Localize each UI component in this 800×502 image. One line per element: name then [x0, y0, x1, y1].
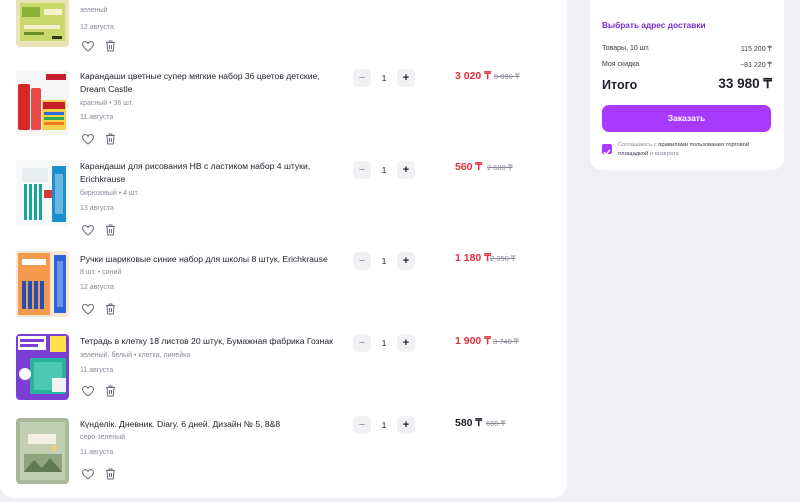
quantity-stepper	[353, 334, 415, 352]
current-price: 560 ₸	[455, 161, 483, 173]
place-order-button[interactable]: Заказать	[602, 105, 771, 132]
heart-icon	[82, 469, 94, 480]
total-row	[602, 76, 772, 94]
cart-item	[0, 418, 567, 502]
favorite-button[interactable]	[81, 132, 95, 146]
product-attributes: зеленый	[80, 7, 108, 14]
agree-prefix: Соглашаюсь с	[618, 142, 657, 148]
total-value: 33 980 ₸	[718, 76, 772, 91]
product-attributes: серо-зеленый	[80, 434, 126, 441]
product-image[interactable]	[16, 251, 69, 317]
quantity-value[interactable]: 1	[381, 338, 387, 348]
cart-item	[0, 160, 567, 246]
delivery-date: 11 августа	[80, 449, 114, 456]
terms-link[interactable]: правилами пользования торговой площадкой	[618, 142, 750, 157]
quantity-value[interactable]: 1	[381, 73, 387, 83]
goods-value: 115 200 ₸	[740, 46, 772, 53]
cart-item	[0, 251, 567, 337]
old-price: 3 740 ₸	[493, 337, 519, 346]
heart-icon	[82, 134, 94, 145]
heart-icon	[82, 304, 94, 315]
delivery-date: 12 августа	[80, 284, 114, 291]
discount-label: Моя скидка	[602, 61, 640, 68]
current-price: 580 ₸	[455, 417, 483, 429]
quantity-value[interactable]: 1	[381, 165, 387, 175]
agree-checkbox[interactable]	[602, 144, 612, 154]
delivery-date: 13 августа	[80, 205, 114, 212]
product-title[interactable]: Ручки шариковые синие набор для школы 8 штук, Erichkrause	[80, 254, 328, 264]
product-image[interactable]	[16, 0, 69, 47]
quantity-stepper	[353, 416, 415, 434]
total-label: Итого	[602, 78, 638, 92]
favorite-button[interactable]	[81, 302, 95, 316]
increase-quantity-button[interactable]: +	[397, 69, 415, 87]
product-image[interactable]	[16, 160, 69, 226]
favorite-button[interactable]	[81, 384, 95, 398]
diary-icon	[16, 418, 69, 484]
decrease-quantity-button[interactable]: −	[353, 416, 371, 434]
delete-button[interactable]	[103, 302, 117, 316]
heart-icon	[82, 386, 94, 397]
product-title[interactable]: Тетрадь в клетку 18 листов 20 штук, Бумажная фабрика Гознак	[80, 336, 333, 346]
favorite-button[interactable]	[81, 39, 95, 53]
quantity-stepper	[353, 252, 415, 270]
trash-icon	[105, 468, 116, 480]
favorite-button[interactable]	[81, 467, 95, 481]
graphite-pencils-icon	[16, 160, 69, 226]
product-attributes: 8 шт. • синий	[80, 269, 122, 276]
trash-icon	[105, 40, 116, 52]
cart-item	[0, 334, 567, 420]
increase-quantity-button[interactable]: +	[397, 252, 415, 270]
old-price: 680 ₸	[486, 419, 506, 428]
product-attributes: зеленый, белый • клетка, линейка	[80, 352, 191, 359]
agree-text	[618, 141, 773, 158]
colored-pencils-icon	[16, 70, 69, 136]
quantity-stepper	[353, 161, 415, 179]
choose-delivery-address-link[interactable]: Выбрать адрес доставки	[602, 20, 706, 30]
ballpoint-pens-icon	[16, 251, 69, 317]
green-book-icon	[16, 0, 69, 47]
cart-item	[0, 70, 567, 156]
old-price: 2 680 ₸	[487, 163, 513, 172]
old-price: 2 350 ₸	[490, 254, 516, 263]
decrease-quantity-button[interactable]: −	[353, 161, 371, 179]
discount-row	[602, 61, 772, 68]
agree-suffix: и возврата	[649, 150, 679, 157]
increase-quantity-button[interactable]: +	[397, 416, 415, 434]
delete-button[interactable]	[103, 39, 117, 53]
product-title[interactable]: Карандаши цветные супер мягкие набор 36 цветов детские, Dream Castle	[80, 71, 320, 94]
delivery-date: 12 августа	[80, 24, 114, 31]
product-title[interactable]: Карандаши для рисования НВ с ластиком набор 4 штуки, Erichkrause	[80, 161, 311, 184]
delete-button[interactable]	[103, 223, 117, 237]
trash-icon	[105, 133, 116, 145]
increase-quantity-button[interactable]: +	[397, 161, 415, 179]
product-image[interactable]	[16, 334, 69, 400]
decrease-quantity-button[interactable]: −	[353, 252, 371, 270]
notebooks-icon	[16, 334, 69, 400]
delivery-date: 11 августа	[80, 114, 114, 121]
trash-icon	[105, 224, 116, 236]
order-summary	[590, 0, 784, 170]
goods-total-row	[602, 45, 772, 52]
current-price: 3 020 ₸	[455, 70, 491, 82]
favorite-button[interactable]	[81, 223, 95, 237]
current-price: 1 180 ₸	[455, 252, 491, 264]
current-price: 1 900 ₸	[455, 335, 491, 347]
product-image[interactable]	[16, 418, 69, 484]
decrease-quantity-button[interactable]: −	[353, 334, 371, 352]
old-price: 5 890 ₸	[494, 72, 520, 81]
product-image[interactable]	[16, 70, 69, 136]
checkmark-icon	[602, 147, 612, 157]
delete-button[interactable]	[103, 467, 117, 481]
product-title[interactable]: Күнделік. Дневник. Diary. 6 дней. Дизайн № 5, 8&8	[80, 419, 281, 429]
heart-icon	[82, 225, 94, 236]
quantity-stepper	[353, 69, 415, 87]
quantity-value[interactable]: 1	[381, 256, 387, 266]
trash-icon	[105, 385, 116, 397]
product-attributes: красный • 36 шт.	[80, 100, 134, 107]
delete-button[interactable]	[103, 384, 117, 398]
delete-button[interactable]	[103, 132, 117, 146]
increase-quantity-button[interactable]: +	[397, 334, 415, 352]
product-attributes: бирюзовый • 4 шт.	[80, 190, 139, 197]
goods-label: Товары, 10 шт.	[602, 45, 650, 52]
cart-item	[0, 0, 567, 67]
trash-icon	[105, 303, 116, 315]
quantity-value[interactable]: 1	[381, 420, 387, 430]
discount-value: −81 220 ₸	[740, 62, 772, 69]
delivery-date: 11 августа	[80, 367, 114, 374]
heart-icon	[82, 41, 94, 52]
decrease-quantity-button[interactable]: −	[353, 69, 371, 87]
